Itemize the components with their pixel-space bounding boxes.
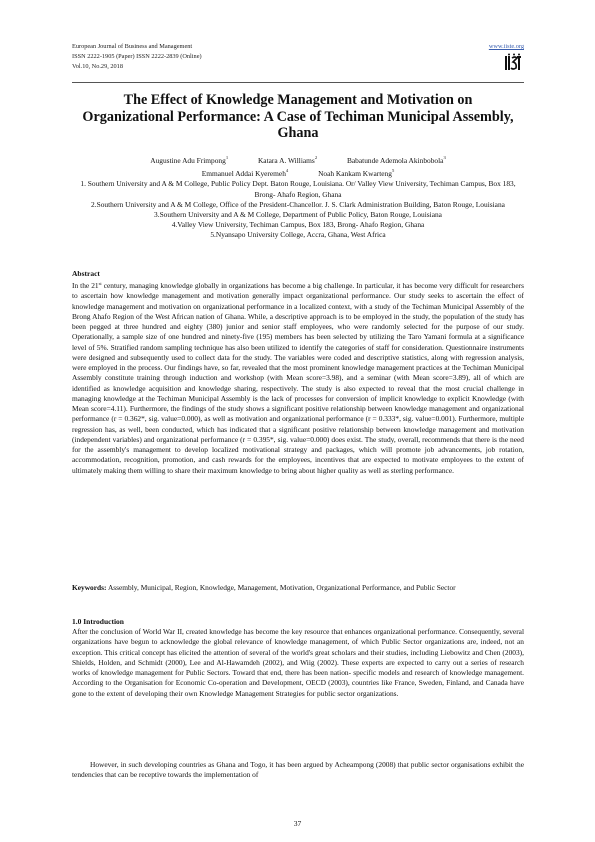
author-name-text: Noah Kankam Kwarteng [318,169,392,179]
abstract-heading: Abstract [72,269,100,278]
journal-issn: ISSN 2222-1905 (Paper) ISSN 2222-2839 (Online) [72,53,202,61]
author-row-1 [72,153,524,166]
abstract-lead: In the 21 [72,281,99,290]
author-block [72,153,524,241]
iiste-logo-icon [504,53,522,73]
author-superscript: 2 [314,155,318,160]
journal-volume: Vol.10, No.29, 2018 [72,63,123,71]
paper-title: The Effect of Knowledge Management and Motivation on Organizational Performance: A Case of Techiman Municipal Assembly, Ghana [82,92,514,142]
introduction-heading: 1.0 Introduction [72,617,124,626]
abstract-body: century, managing knowledge globally in organizations has become a big challenge. In particular, it has become very difficult for researchers to ascertain how knowledge management and motivation generally impact organizational performance. Our study seeks to ascertain the effect of knowledge management and motivation on organizational performance in a localized context, with a study of the Techiman Municipal Assembly of the Brong Ahafo Region of the West African nation of Ghana. While, a descriptive approach is to be employed in the study, the population of the study has been pegged at three hundred and eighty (380) junior and senior staff employees, who were randomly selected for the purpose of our study. Operationally, a sample size of one hundred and ninety-five (195) members has been selected by utilizing the Taro Yamani formula at a significance level of 5%. Stratified random sampling technique has also been utilized to identify the categories of staff for consideration. Questionnaire instruments were designed and subsequently used to collect data for the study. The variables were coded and descriptive statistics, along with regression analysis, were employed in the process. Our findings have, so far, revealed that the most prominent knowledge management practices at the Techiman Municipal Assembly constitute training through induction and workshop (with Mean score=3.98), and a seminar (with Mean score=3.89), all of which are identified as knowledge acquisition and knowledge sharing, respectively. The study is also expected to reveal that the most crucial challenge in managing knowledge at the Techiman Municipal Assembly is the lack of processes for conversion of implicit knowledge to explicit Knowledge (with Mean score=4.11). Furthermore, the findings of the study shows a significant positive relationship between knowledge management and organizational performance (r = 0.362*, sig. value=0.000), as well as motivation and organizational performance (r = 0.333*, sig. value=0.001). Furthermore, multiple regression has, as well, been conducted, which has indicated that a significant positive relationship between knowledge management and motivation (independent variables) and organizational performance (r = 0.395*, sig. value=0.000) does exist. The study, overall, recommends that there is the need for the assembly's management to develop localized motivational strategy and packages, which will promote job advancements, job rotation, accommodation, recognition, promotion, and cash rewards for the employees, incentives that are expected to motivate employees to the extent of ultimately making them willing to share their maximum knowledge to bring about higher quality as well as sterling performance. [72,281,524,475]
author-superscript: 3 [443,155,446,160]
affiliation: 4.Valley View University, Techiman Campus, Box 183, Brong- Ahafo Region, Ghana [171,220,425,230]
author-row-2 [72,166,524,179]
affiliation: 5.Nyansapo University College, Accra, Ghana, West Africa [210,230,386,240]
author-name [318,169,394,178]
author-name [258,156,317,165]
author-name-text: Katara A. Williams [257,156,315,165]
page-number: 37 [293,819,302,828]
affiliation: 3.Southern University and A & M College, Department of Public Policy, Baton Rouge, Louisiana [154,210,442,220]
author-name [150,156,228,165]
author-name-text: Babatunde Ademola Akinbobola [346,156,444,165]
journal-header [72,42,524,82]
keywords [72,583,524,593]
affiliation: 2.Southern University and A & M College, Office of the President-Chancellor. J. S. Clark Administration Building, Baton Rouge, Louisiana [91,199,505,209]
abstract-lead-superscript: st [98,281,102,286]
author-name [202,169,288,178]
author-superscript: 1 [225,155,229,160]
keywords-label: Keywords: [72,583,107,592]
header-divider [72,82,524,83]
journal-name: European Journal of Business and Management [72,43,193,50]
keywords-list: Assembly, Municipal, Region, Knowledge, Management, Motivation, Organizational Performance, and Public Sector [106,583,456,592]
abstract-text [72,279,524,476]
introduction-paragraph-2: However, in such developing countries as Ghana and Togo, it has been argued by Acheampong (2008) that public sector organisations exhibit the tendencies that can be receptive towards the implementation of [72,760,524,780]
author-name-text: Augustine Adu Frimpong [150,156,226,165]
affiliation: 1. Southern University and A & M College, Public Policy Dept. Baton Rouge, Louisiana. Or/ Valley View University, Techiman Campus, Box 183, Brong- Ahafo Region, Ghana [80,179,516,199]
author-name [347,156,446,165]
author-superscript: 5 [391,168,395,174]
introduction-paragraph-1: After the conclusion of World War II, created knowledge has become the key resource that enhances organizational performance. Consequently, several organizations have begun to acknowledge the global relevance of knowledge management, of which Public Sector organizations are, indeed, not an exception. This critical concept has elicited the attention of several of the world's great scholars and their studies, including Liebowitz and Chen (2003), Shields, Holden, and Schmidt (2000), Lee and Al-Hawamdeh (2002), and Wiig (2002). These experts are expected to carry out a series of research works of knowledge management for Public Sectors. Toward that end, there has been nation- specific models and research of knowledge management. According to the Organisation for Economic Co-operation and Development, OECD (2003), countries like France, Sweden, Finland, and Canada have gone to the extent of developing their own Knowledge Management Strategies for public sector organizations. [72,627,524,698]
author-name-text: Emmanuel Addai Kyeremeh [201,169,286,179]
author-superscript: 4 [285,168,289,174]
journal-url-link[interactable]: www.iiste.org [488,43,524,50]
